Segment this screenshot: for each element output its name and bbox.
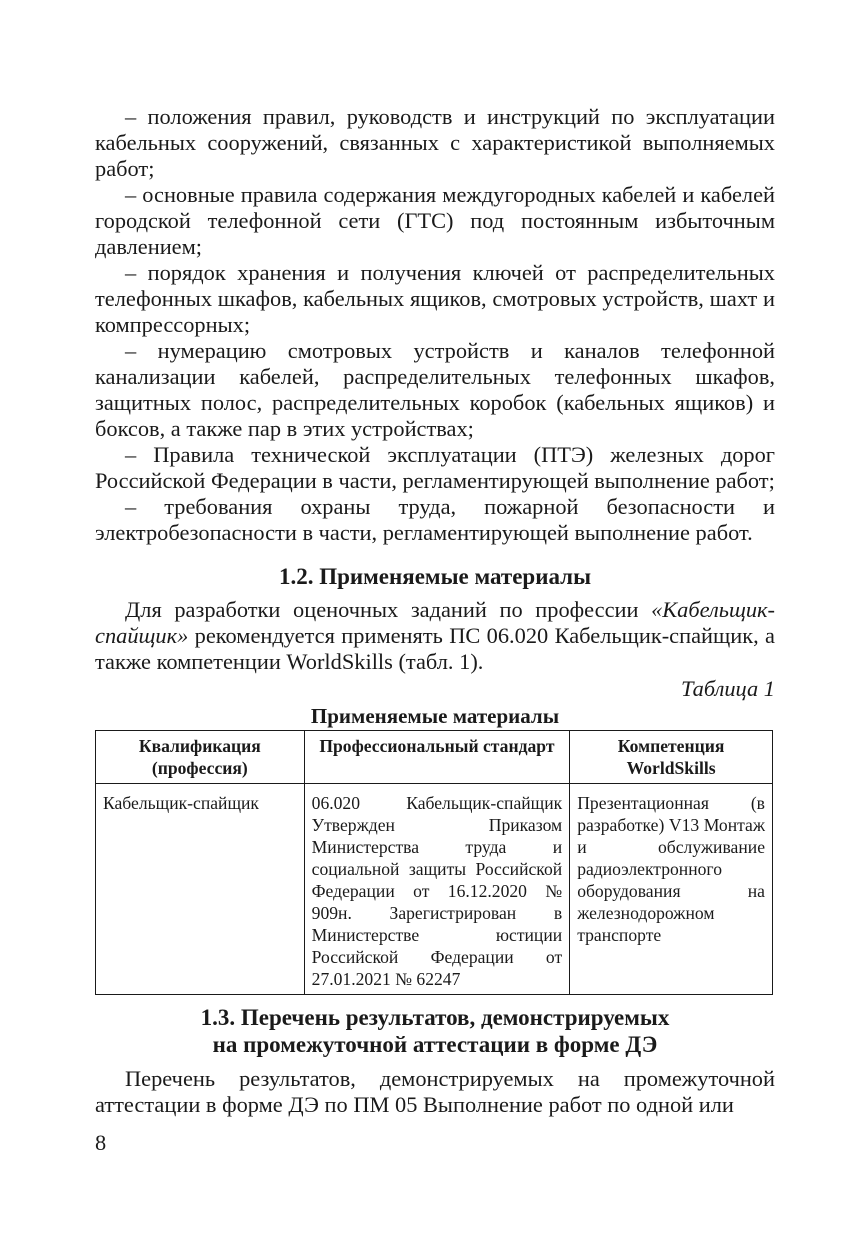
paragraph: Перечень результатов, демонстрируемых на промежуточной аттестации в форме ДЭ по ПМ 05 Выполнение работ по одной или — [95, 1066, 775, 1117]
paragraph-text: Для разработки оценочных заданий по профессии — [125, 597, 652, 622]
paragraph-text: рекомендуется применять ПС 06.020 Кабельщик-спайщик, а также компетенции WorldSkills (табл. 1). — [95, 623, 775, 674]
header-standard: Профессиональный стандарт — [304, 731, 570, 784]
page-number: 8 — [95, 1130, 107, 1155]
materials-table — [95, 730, 773, 995]
paragraph — [95, 597, 775, 675]
table-header-row — [96, 731, 773, 784]
list-item: – нумерацию смотровых устройств и каналов телефонной канализации кабелей, распределительных телефонных шкафов, защитных полос, распределительных коробок (кабельных ящиков) и боксов, а также пар в этих устройствах; — [95, 338, 775, 441]
cell-competence: Презентационная (в разработке) V13 Монтаж и обслуживание радиоэлектронного оборудования на железнодорожном транспорте — [570, 784, 773, 995]
section-title-line: на промежуточной аттестации в форме ДЭ — [212, 1032, 658, 1057]
list-item: – положения правил, руководств и инструкций по эксплуатации кабельных сооружений, связанных с характеристикой выполняемых работ; — [95, 104, 775, 181]
section-1-3-paragraph — [95, 1066, 775, 1118]
table-row — [96, 784, 773, 995]
section-title-line: 1.3. Перечень результатов, демонстрируемых — [200, 1005, 670, 1030]
section-title-1-3 — [95, 1004, 775, 1058]
header-qualification: Квалификация (профессия) — [96, 731, 305, 784]
list-item: – Правила технической эксплуатации (ПТЭ) железных дорог Российской Федерации в части, регламентирующей выполнение работ; — [95, 442, 775, 493]
cell-standard: 06.020 Кабельщик-спайщик Утвержден Приказом Министерства труда и социальной защиты Российской Федерации от 16.12.2020 № 909н. Зарегистрирован в Министерстве юстиции Российской Федерации от 27.01.2021 № 62247 — [304, 784, 570, 995]
profession-name: «Кабельщик-спайщик» — [95, 597, 775, 648]
section-1-2-paragraph — [95, 597, 775, 675]
cell-qualification: Кабельщик-спайщик — [96, 784, 305, 995]
list-item: – основные правила содержания междугородных кабелей и кабелей городской телефонной сети (ГТС) под постоянным избыточным давлением; — [95, 182, 775, 259]
list-item: – требования охраны труда, пожарной безопасности и электробезопасности в части, регламентирующей выполнение работ. — [95, 494, 775, 545]
requirements-list — [95, 104, 775, 546]
header-competence: Компетенция WorldSkills — [570, 731, 773, 784]
table-number: Таблица 1 — [681, 676, 775, 701]
list-item: – порядок хранения и получения ключей от распределительных телефонных шкафов, кабельных ящиков, смотровых устройств, шахт и компрессорных; — [95, 260, 775, 337]
section-title-1-2: 1.2. Применяемые материалы — [278, 564, 592, 589]
table-caption: Применяемые материалы — [310, 704, 560, 728]
